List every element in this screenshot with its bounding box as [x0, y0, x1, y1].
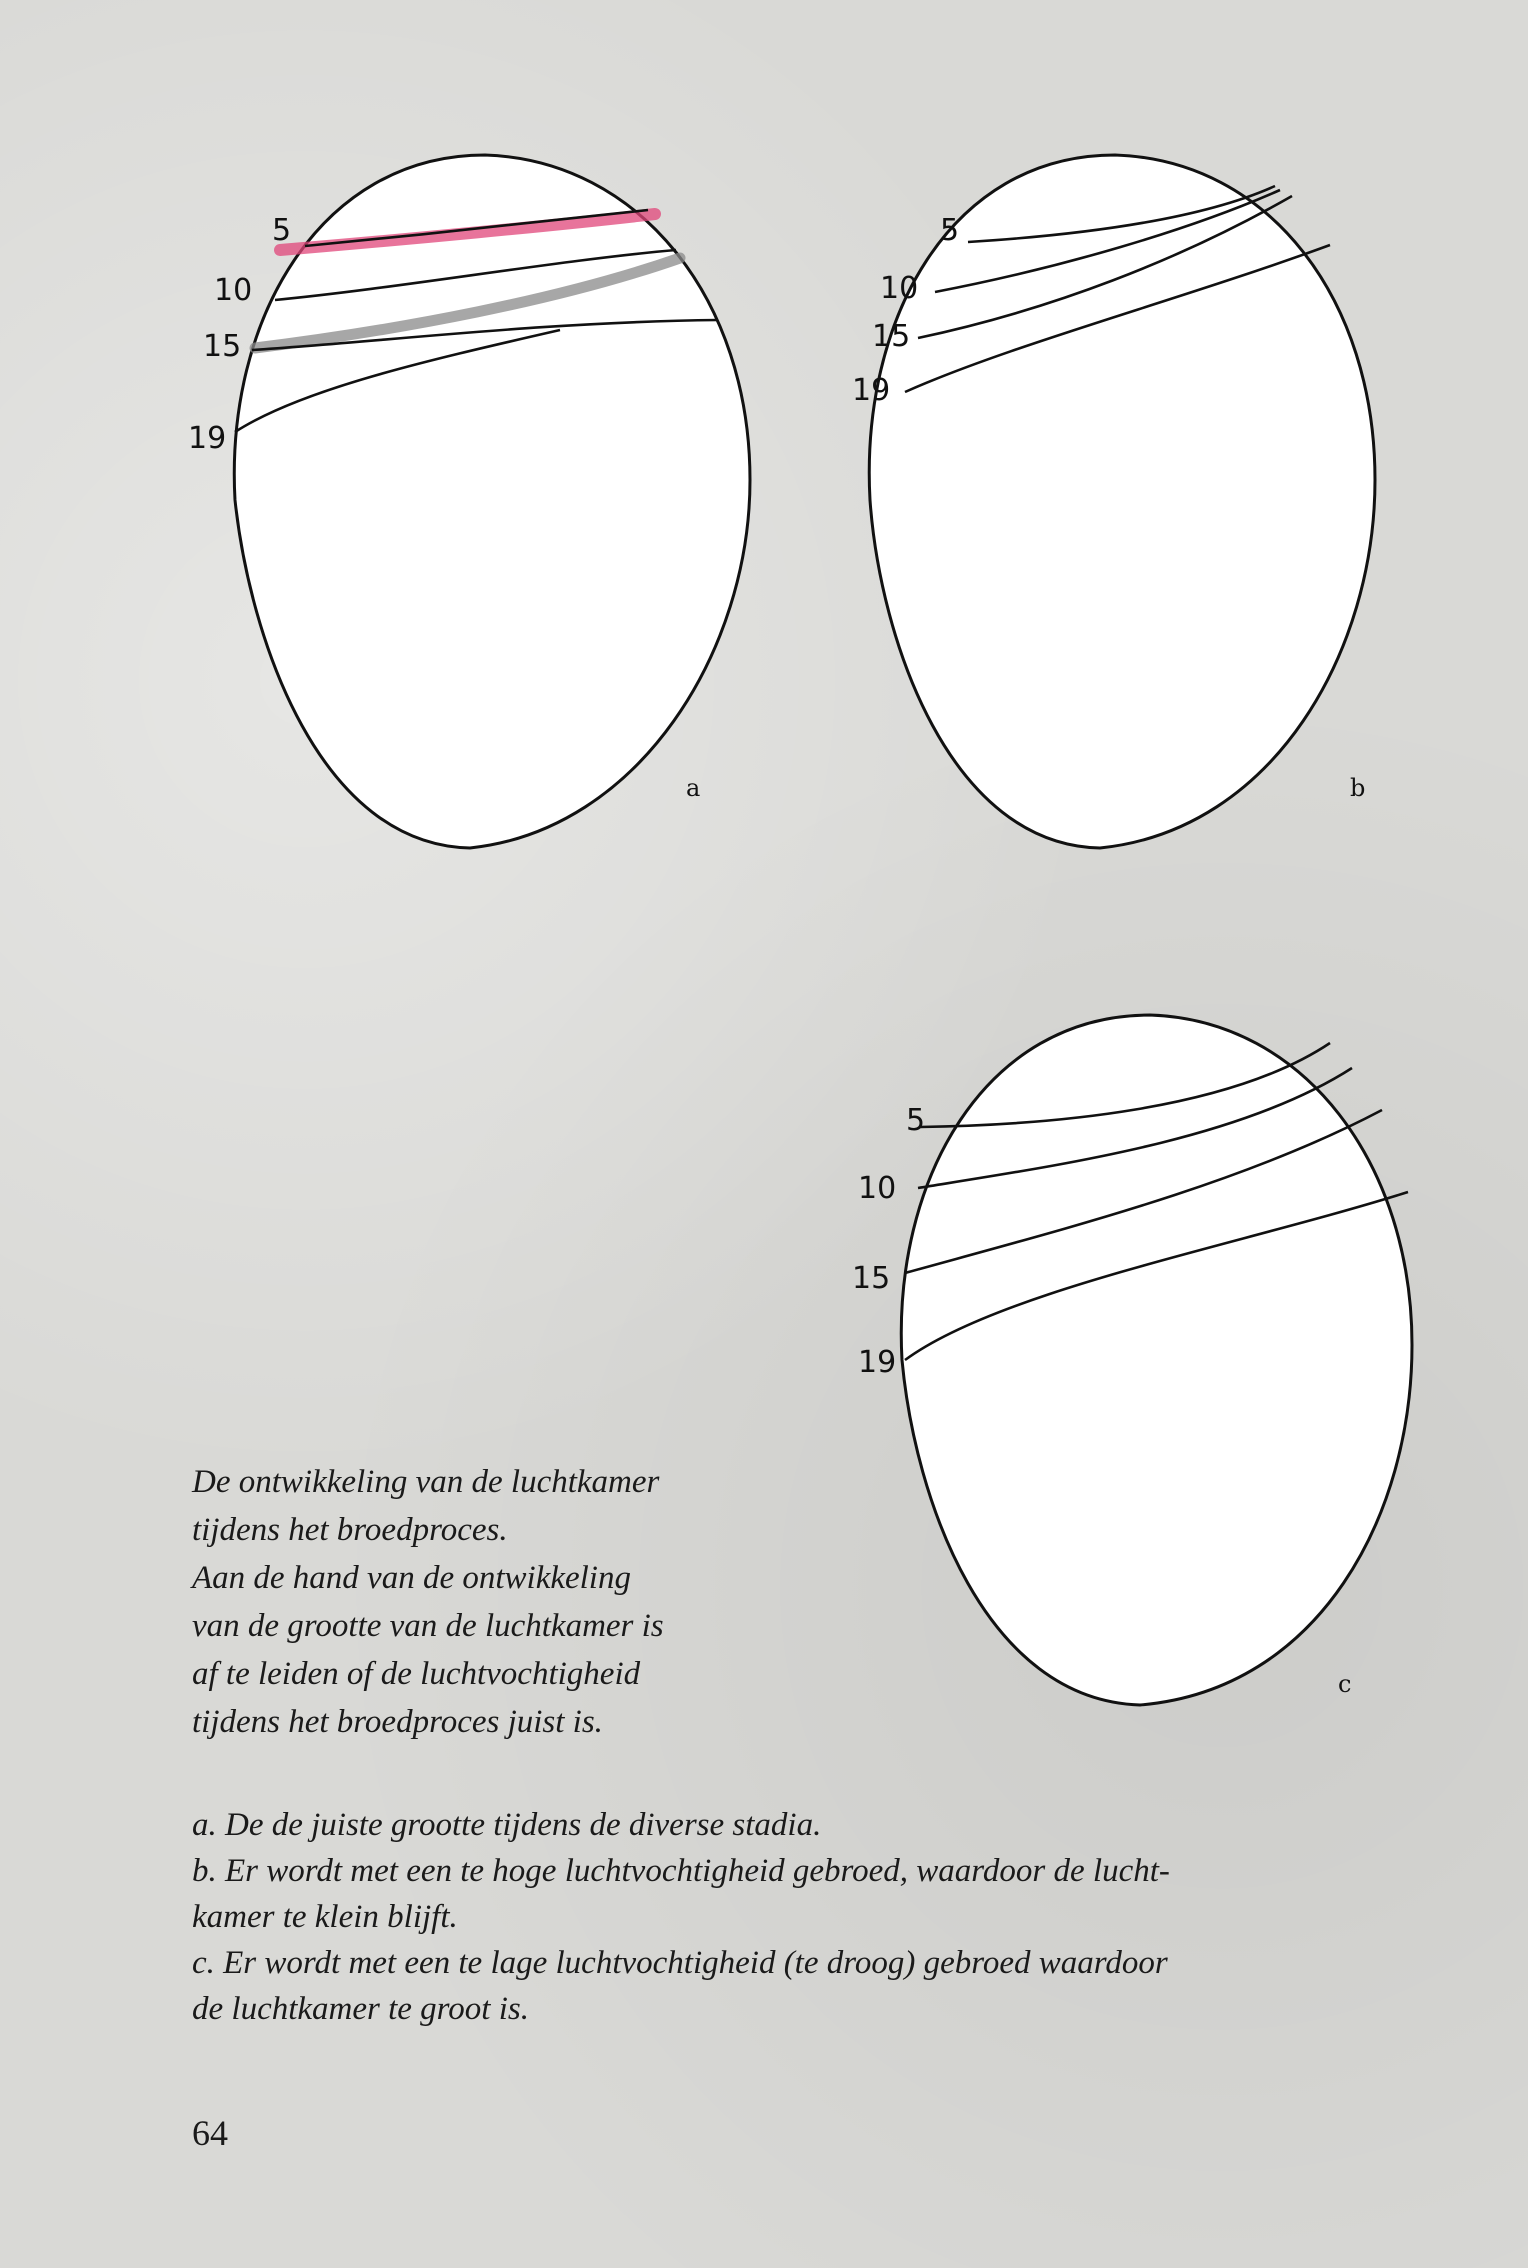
- egg-c-label-15: 15: [852, 1261, 891, 1296]
- egg-c-outline: [901, 1015, 1412, 1705]
- caption-line: van de grootte van de luchtkamer is: [192, 1608, 664, 1644]
- legend-line-a: a. De de juiste grootte tijdens de diverse stadia.: [192, 1807, 822, 1843]
- egg-c: [852, 1015, 1412, 1705]
- legend-line-c-cont: de luchtkamer te groot is.: [192, 1991, 529, 2027]
- egg-b-outline: [869, 155, 1375, 848]
- egg-a-label-10: 10: [214, 273, 253, 308]
- egg-c-letter: c: [1338, 1670, 1352, 1698]
- page-number: 64: [192, 2113, 228, 2153]
- figure-legend: [192, 1802, 1472, 2032]
- caption-line: af te leiden of de luchtvochtigheid: [192, 1656, 641, 1692]
- caption-line: De ontwikkeling van de luchtkamer: [192, 1464, 660, 1500]
- legend-line-b: b. Er wordt met een te hoge luchtvochtigheid gebroed, waardoor de lucht-: [192, 1853, 1170, 1889]
- caption-line: tijdens het broedproces.: [192, 1512, 508, 1548]
- egg-c-label-19: 19: [858, 1345, 897, 1380]
- egg-b-label-19: 19: [852, 373, 891, 408]
- egg-c-label-10: 10: [858, 1171, 897, 1206]
- egg-a-label-15: 15: [203, 329, 242, 364]
- egg-a-label-5: 5: [272, 213, 292, 248]
- egg-b: [852, 155, 1375, 848]
- egg-a-label-19: 19: [188, 421, 227, 456]
- legend-line-b-cont: kamer te klein blijft.: [192, 1899, 458, 1935]
- figure-caption: [192, 1458, 832, 1746]
- egg-b-label-10: 10: [880, 271, 919, 306]
- egg-b-label-15: 15: [872, 319, 911, 354]
- caption-line: tijdens het broedproces juist is.: [192, 1704, 603, 1740]
- egg-a-letter: a: [686, 774, 701, 802]
- egg-c-label-5: 5: [906, 1103, 926, 1138]
- egg-b-label-5: 5: [940, 213, 960, 248]
- egg-b-letter: b: [1350, 774, 1366, 802]
- egg-a: [188, 155, 750, 848]
- caption-line: Aan de hand van de ontwikkeling: [192, 1560, 631, 1596]
- legend-line-c: c. Er wordt met een te lage luchtvochtigheid (te droog) gebroed waardoor: [192, 1945, 1168, 1981]
